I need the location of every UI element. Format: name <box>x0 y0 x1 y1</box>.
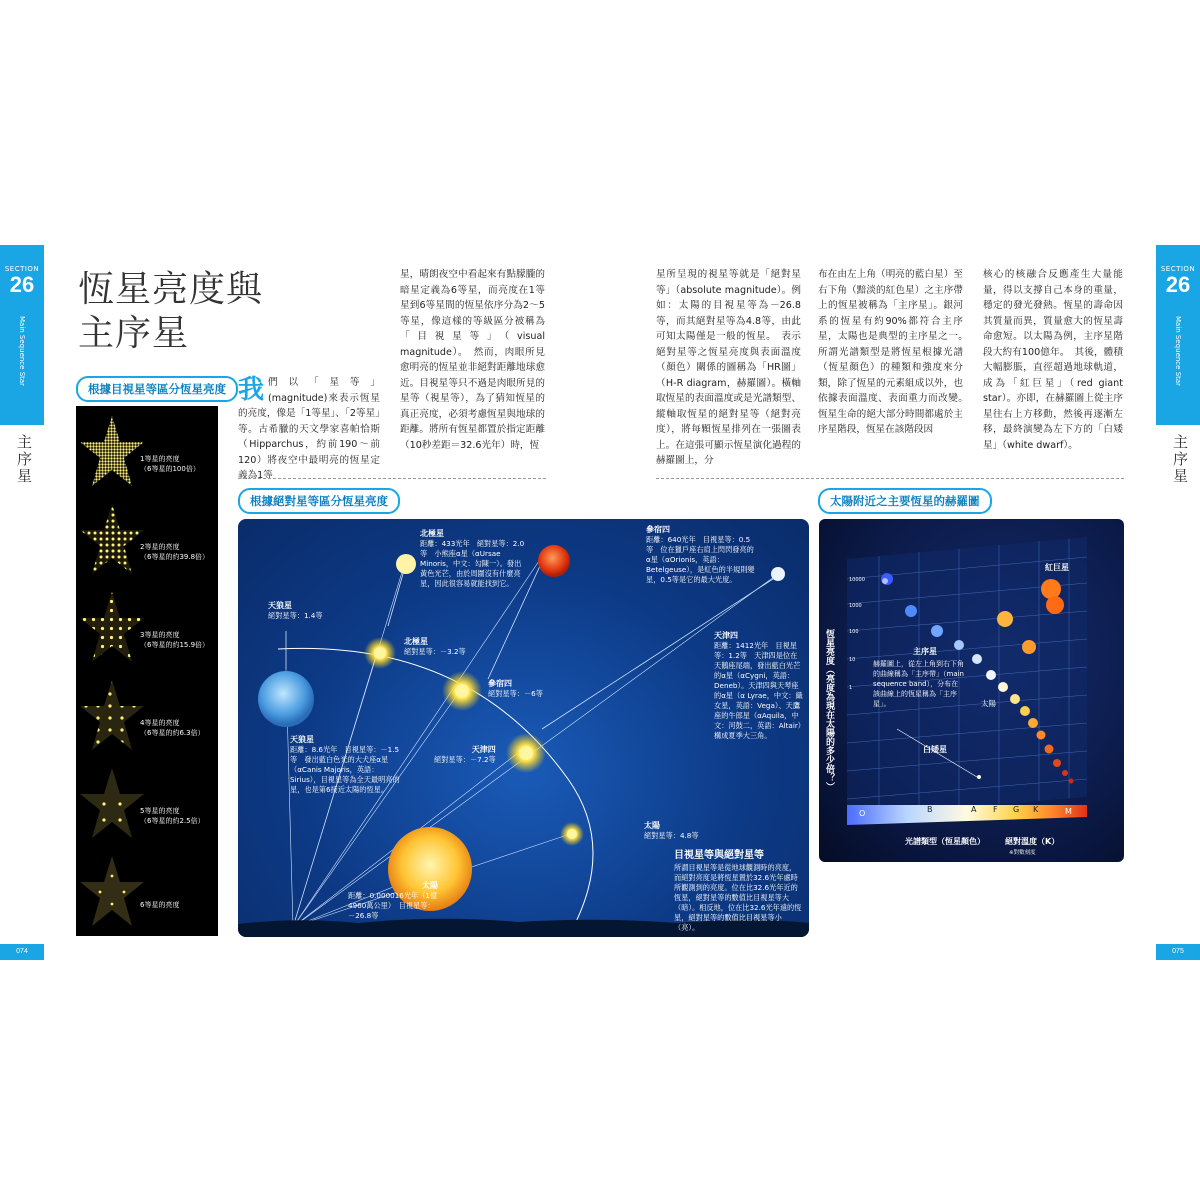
note-betelgeuse <box>646 525 756 585</box>
section-tab-left <box>0 245 44 425</box>
star-caption <box>140 454 218 474</box>
title-line-2: 主序星 <box>78 313 190 354</box>
star-caption <box>140 630 218 650</box>
star-caption <box>140 542 218 562</box>
caption-line: （6等星的約39.8倍） <box>140 553 210 561</box>
page-number-left: 074 <box>0 944 44 960</box>
hr-class-g: G <box>1013 805 1020 814</box>
label-polaris-abs <box>404 637 466 657</box>
side-title-right: 主序星 <box>1171 434 1189 485</box>
caption-line: 5等星的亮度 <box>140 807 180 815</box>
hr-diagram <box>819 519 1124 862</box>
hr-ytick-1000: 1000 <box>849 603 862 609</box>
label-deneb-abs <box>434 745 496 765</box>
hr-class-o: O <box>859 809 866 818</box>
text-column-5: 核心的核融合反應產生大量能量，得以支撐自己本身的重量，穩定的發光發熱。恆星的壽命因其質量而異，質量愈大的恆星壽命愈短。以太陽為例，主序星階段大約有100億年。 其後，體積大幅膨脹，直徑超過地球軌道，成為「紅巨星」（red giant star）。亦即，在赫羅圖上從主序星往右上方移動，然後再逐漸左移，最終演變為左下方的「白矮星」（white dwarf）。 <box>983 269 1123 451</box>
note-sirius <box>290 735 400 795</box>
hr-ytick-1: 1 <box>849 685 853 691</box>
hr-class-f: F <box>993 805 998 814</box>
label-name: 天狼星 <box>268 601 292 610</box>
star-magnitude-1 <box>76 412 218 500</box>
hr-xlabel: 光譜類型（恆星顏色） <box>905 837 985 846</box>
star-magnitude-2 <box>76 500 218 588</box>
hr-ytick-10: 10 <box>849 657 856 663</box>
pill-hr-diagram: 太陽附近之主要恆星的赫羅圖 <box>818 488 992 514</box>
text-column-1 <box>238 375 380 484</box>
text-column-4: 布在由左上角（明亮的藍白星）至右下角（黯淡的紅色星）之主序帶上的恆星被稱為「主序星」。銀河系的恆星有約90%都符合主序星，太陽也是典型的主序星之一。 所謂光譜類型是將恆星根據光譜（恆星顏色）的種類和強度來分類，除了恆星的元素組成以外，也依據表面溫度、表面重力而改變。 恆星生命的絕大部分時間都處於主序星階段，恆星在該階段因 <box>818 269 973 435</box>
section-label: SECTION <box>1160 265 1196 273</box>
hr-temp-note: ※對數刻度 <box>1009 850 1036 856</box>
section-number: 26 <box>1165 272 1191 297</box>
star-magnitude-3 <box>76 588 218 676</box>
note-title: 參宿四 <box>646 525 670 534</box>
label-name: 北極星 <box>404 637 428 646</box>
hr-class-a: A <box>971 805 977 814</box>
star-caption <box>140 806 218 826</box>
caption-line: （6等星的約2.5倍） <box>140 817 205 825</box>
note-title: 天津四 <box>714 631 738 640</box>
note-text: 所謂目視星等是從地球觀測時的亮度，而絕對亮度是將恆星置於32.6光年處時所觀測到的亮度。位在比32.6光年近的恆星，絕對星等的數值比目視星等大（暗）。相反地，位在比32.6光年遠的恆星，絕對星等的數值比目視星等小（亮）。 <box>674 863 802 932</box>
hr-class-b: B <box>927 805 933 814</box>
text-column-2: 星，晴朗夜空中看起來有點朦朧的暗星定義為6等星，而亮度在1等星到6等星間的恆星依序分為2～5等星，像這樣的等級區分被稱為「目視星等」（visual magnitude）。 然而，肉眼所見愈明亮的恆星並非絕對距離地球愈近。目視星等只不過是肉眼所見的星等（視星等），為了猜知恆星的真正亮度，必須考慮恆星與地球的距離。將所有恆星都置於指定距離（10秒差距＝32.6光年）時，恆 <box>400 269 545 451</box>
hr-class-m: M <box>1065 807 1072 816</box>
caption-line: 4等星的亮度 <box>140 719 180 727</box>
section-number: 26 <box>9 272 35 297</box>
column-1-body: 們以「星等」(magnitude)來表示恆星的亮度，像是「1等星」、「2等星」等。古希臘的天文學家喜帕恰斯（Hipparchus，約前190～前120）將夜空中最明亮的恆星定義為1等 <box>238 377 380 481</box>
caption-line: 1等星的亮度 <box>140 455 180 463</box>
hr-temp-label: 絕對溫度（K） <box>1005 837 1060 846</box>
caption-line: （6等星的約15.9倍） <box>140 641 210 649</box>
section-tab-right <box>1156 245 1200 425</box>
label-abs: 絕對星等：－7.2等 <box>434 755 496 764</box>
note-sun <box>348 881 438 921</box>
star-magnitude-6 <box>76 852 218 940</box>
divider-right <box>656 478 1124 479</box>
hr-white-dwarf-label: 白矮星 <box>923 745 947 754</box>
note-magnitude-explanation <box>674 851 802 933</box>
label-abs: 絕對星等：1.4等 <box>268 611 323 620</box>
caption-line: （6等星的100倍） <box>140 465 200 473</box>
hr-sun-label: 太陽 <box>981 699 996 708</box>
page-number-right: 075 <box>1156 944 1200 960</box>
hr-ytick-100: 100 <box>849 629 859 635</box>
label-name: 天津四 <box>471 745 496 754</box>
note-title: 天狼星 <box>290 735 314 744</box>
note-title: 太陽 <box>422 881 438 890</box>
caption-line: 2等星的亮度 <box>140 543 180 551</box>
label-name: 太陽 <box>644 821 660 830</box>
note-title: 目視星等與絕對星等 <box>674 850 764 861</box>
note-deneb <box>714 631 804 741</box>
hr-class-k: K <box>1033 805 1039 814</box>
section-label: SECTION <box>4 265 40 273</box>
hr-red-giant-label: 紅巨星 <box>1045 563 1069 572</box>
hr-ylabel: 恆星亮度（亮度為現在太陽的多少倍？） <box>824 629 834 791</box>
section-subtitle: Main Sequence Star <box>18 315 26 387</box>
pill-absolute-magnitude: 根據絕對星等區分恆星亮度 <box>238 488 400 514</box>
label-abs: 絕對星等：4.8等 <box>644 831 699 840</box>
label-sun-abs <box>644 821 699 841</box>
note-polaris <box>420 529 528 589</box>
caption-line: （6等星的約6.3倍） <box>140 729 205 737</box>
visual-magnitude-strip <box>76 406 218 936</box>
absolute-magnitude-diagram <box>238 519 809 937</box>
label-name: 參宿四 <box>488 679 512 688</box>
note-text: 距離：8.6光年 目視星等：－1.5等 發出藍白色光的大犬座α星（αCanis Majoris，英語：Sirius），目視星等為全天最明亮的星，也是第6接近太陽的恆星。 <box>290 745 400 794</box>
caption-line: 3等星的亮度 <box>140 631 180 639</box>
star-magnitude-5 <box>76 764 218 852</box>
note-text: 距離：433光年 絕對星等：2.0等 小熊座α星（αUrsae Minoris，中文：勾陳一）。發出黃色光芒，由於周圍沒有什麼亮星，因此很容易就能找到它。 <box>420 539 525 588</box>
label-sirius-abs <box>268 601 323 621</box>
caption-line: 6等星的亮度 <box>140 901 180 909</box>
note-title: 北極星 <box>420 529 444 538</box>
label-abs: 絕對星等：－6等 <box>488 689 543 698</box>
hr-main-sequence-text: 赫羅圖上，從左上角到右下角的曲線稱為「主序帶」（main sequence band），分布在該曲線上的恆星稱為「主序星」。 <box>873 660 964 708</box>
label-betelgeuse-abs <box>488 679 543 699</box>
text-column-3: 星所呈現的視星等就是「絕對星等」（absolute magnitude）。例如：太陽的目視星等為－26.8等，而其絕對星等為4.8等，由此可知太陽僅是一般的恆星。 表示絕對星等之恆星亮度與表面溫度（顏色）關係的圖稱為「HR圖」（H-R diagram，赫羅圖）。橫軸取恆星的表面溫度或是光譜類型、縱軸取恆星的絕對星等（絕對亮度），將每顆恆星排列在一張圖表上。在這張可顯示恆星演化過程的赫羅圖上，分 <box>656 269 801 466</box>
star-caption <box>140 718 218 738</box>
label-abs: 絕對星等：－3.2等 <box>404 647 466 656</box>
note-text: 距離：0.000016光年（1億4960萬公里） 目視星等：－26.8等 <box>348 891 438 920</box>
hr-ytick-10000: 10000 <box>849 577 865 583</box>
hr-main-sequence-title: 主序星 <box>913 647 937 656</box>
note-text: 距離：1412光年 目視星等：1.2等 天津四是位在天鵝座尾端，發出藍白光芒的α星（αCygni，英語：Deneb）。天津四與天琴座的α星（α Lyrae，中文：織女星，英語：Vega）、天鷹座的牛郎星（αAquila，中文：河鼓二，英語：Altair）構成夏季大三角。 <box>714 641 803 740</box>
star-magnitude-4 <box>76 676 218 764</box>
page-title <box>78 268 308 356</box>
star-caption <box>140 900 218 910</box>
title-line-1: 恆星亮度與 <box>78 269 264 310</box>
section-subtitle: Main Sequence Star <box>1174 315 1182 387</box>
side-title-left: 主序星 <box>15 434 33 485</box>
divider-left <box>238 478 546 479</box>
note-text: 距離：640光年 目視星等：0.5等 位在獵戶座右肩上閃閃發亮的α星（αOrionis，英語：Betelgeuse），是紅色的半規則變星，0.5等是它的最大光度。 <box>646 535 755 584</box>
dropcap: 我 <box>238 375 265 405</box>
pill-visual-magnitude: 根據目視星等區分恆星亮度 <box>76 376 238 402</box>
